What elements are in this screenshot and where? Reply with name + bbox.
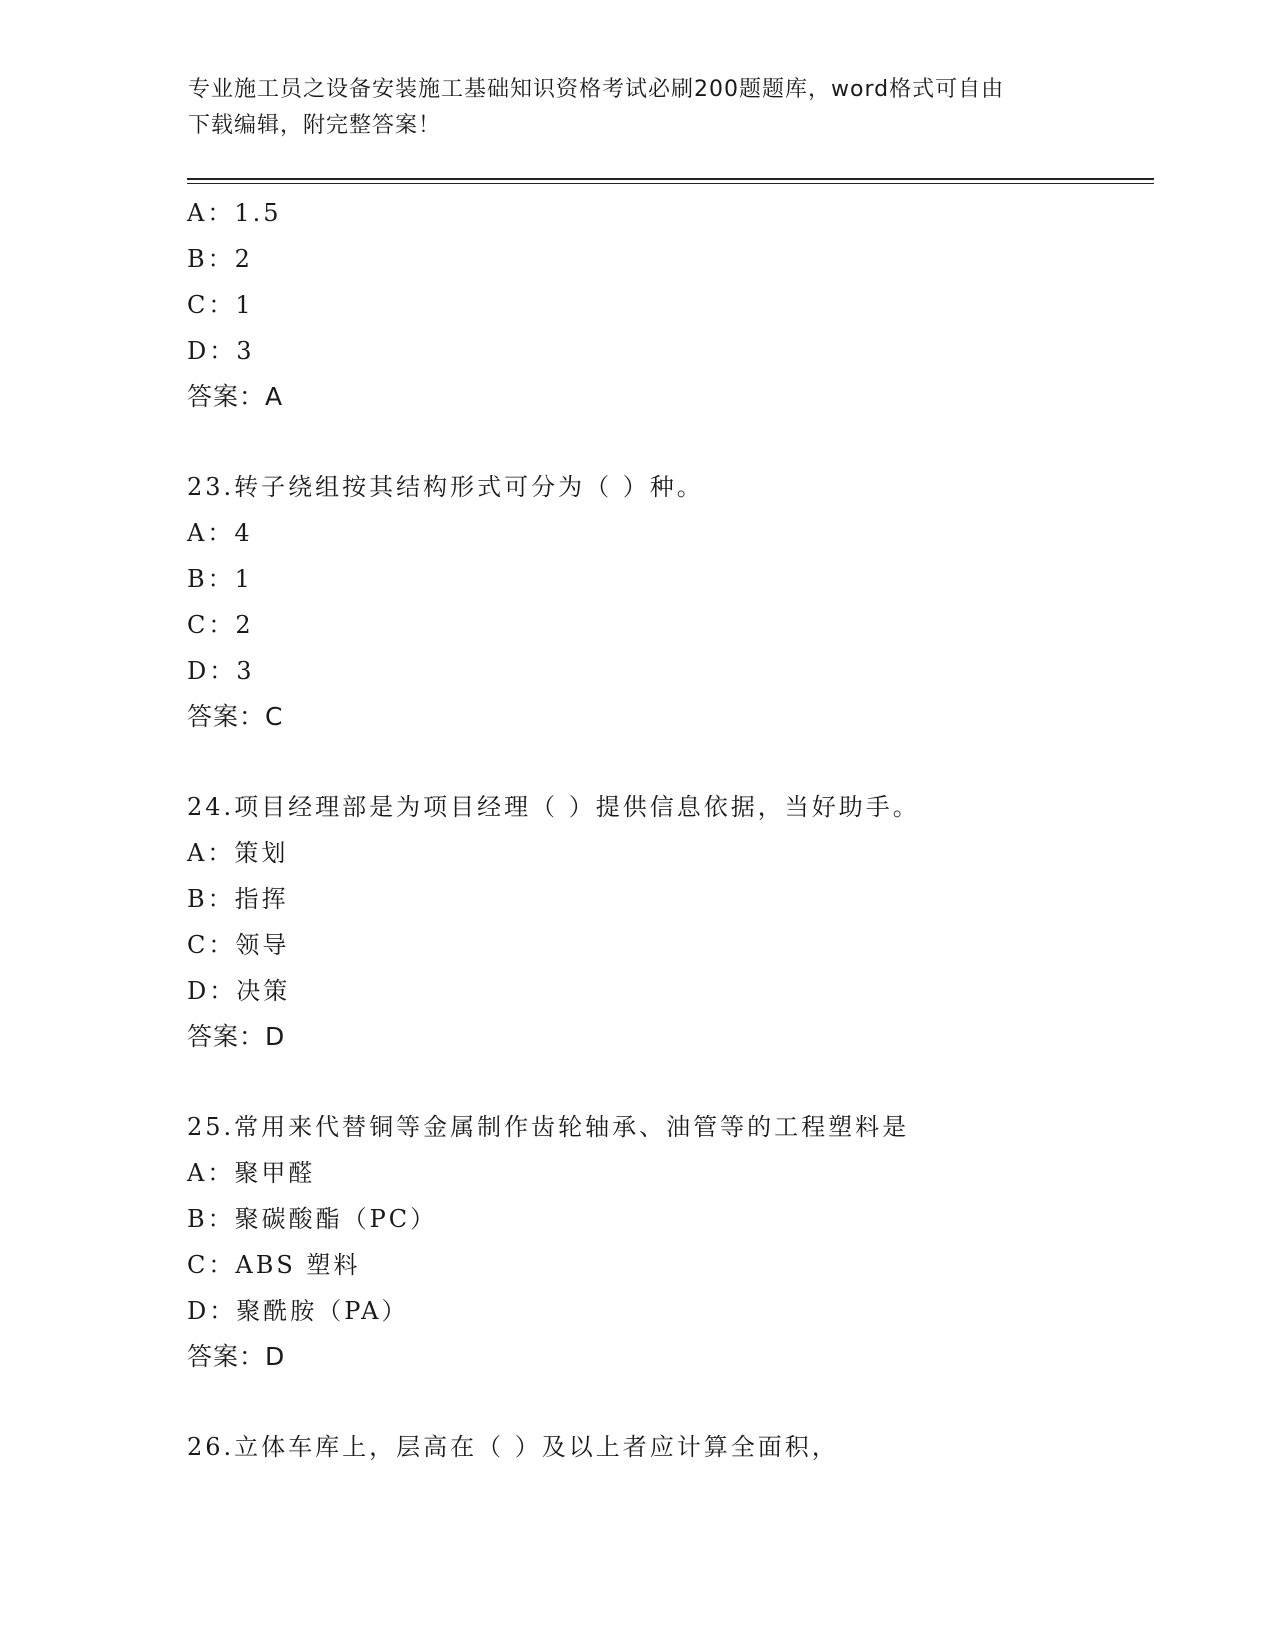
spacer	[187, 1060, 1147, 1104]
question-26-text: 26.立体车库上，层高在（ ）及以上者应计算全面积，	[187, 1433, 839, 1461]
question-24-block	[187, 784, 1147, 1060]
header-line-1: 专业施工员之设备安装施工基础知识资格考试必刷200题题库，word格式可自由	[188, 77, 1005, 102]
question-22-block	[187, 190, 1147, 420]
header-divider-thick	[187, 178, 1154, 180]
option-b: B：2	[187, 245, 253, 273]
option-d: D：3	[187, 337, 255, 365]
option-b: B：1	[187, 565, 253, 593]
option-c: C：领导	[187, 931, 290, 959]
spacer	[187, 420, 1147, 464]
question-list	[187, 190, 1147, 1470]
option-a: A：聚甲醛	[187, 1159, 316, 1187]
option-b: B：指挥	[187, 885, 289, 913]
option-d: D：3	[187, 657, 255, 685]
option-d: D：决策	[187, 977, 291, 1005]
question-25-block	[187, 1104, 1147, 1380]
option-a: A：1.5	[187, 199, 282, 227]
spacer	[187, 1380, 1147, 1424]
header-divider-thin	[187, 183, 1154, 184]
document-header	[188, 72, 1088, 144]
option-d: D：聚酰胺（PA）	[187, 1297, 409, 1325]
option-c: C：2	[187, 611, 254, 639]
answer-label: 答案：D	[187, 1022, 286, 1051]
question-23-block	[187, 464, 1147, 740]
question-25-text: 25.常用来代替铜等金属制作齿轮轴承、油管等的工程塑料是	[187, 1113, 910, 1141]
option-c: C：1	[187, 291, 254, 319]
question-26-block	[187, 1424, 1147, 1470]
header-line-2: 下载编辑，附完整答案！	[188, 113, 442, 138]
option-c: C：ABS 塑料	[187, 1251, 361, 1279]
option-a: A：策划	[187, 839, 289, 867]
question-24-text: 24.项目经理部是为项目经理（ ）提供信息依据，当好助手。	[187, 793, 920, 821]
answer-label: 答案：A	[187, 382, 284, 411]
option-a: A：4	[187, 519, 253, 547]
question-23-text: 23.转子绕组按其结构形式可分为（ ）种。	[187, 473, 704, 501]
answer-label: 答案：D	[187, 1342, 286, 1371]
answer-label: 答案：C	[187, 702, 284, 731]
spacer	[187, 740, 1147, 784]
option-b: B：聚碳酸酯（PC）	[187, 1205, 438, 1233]
